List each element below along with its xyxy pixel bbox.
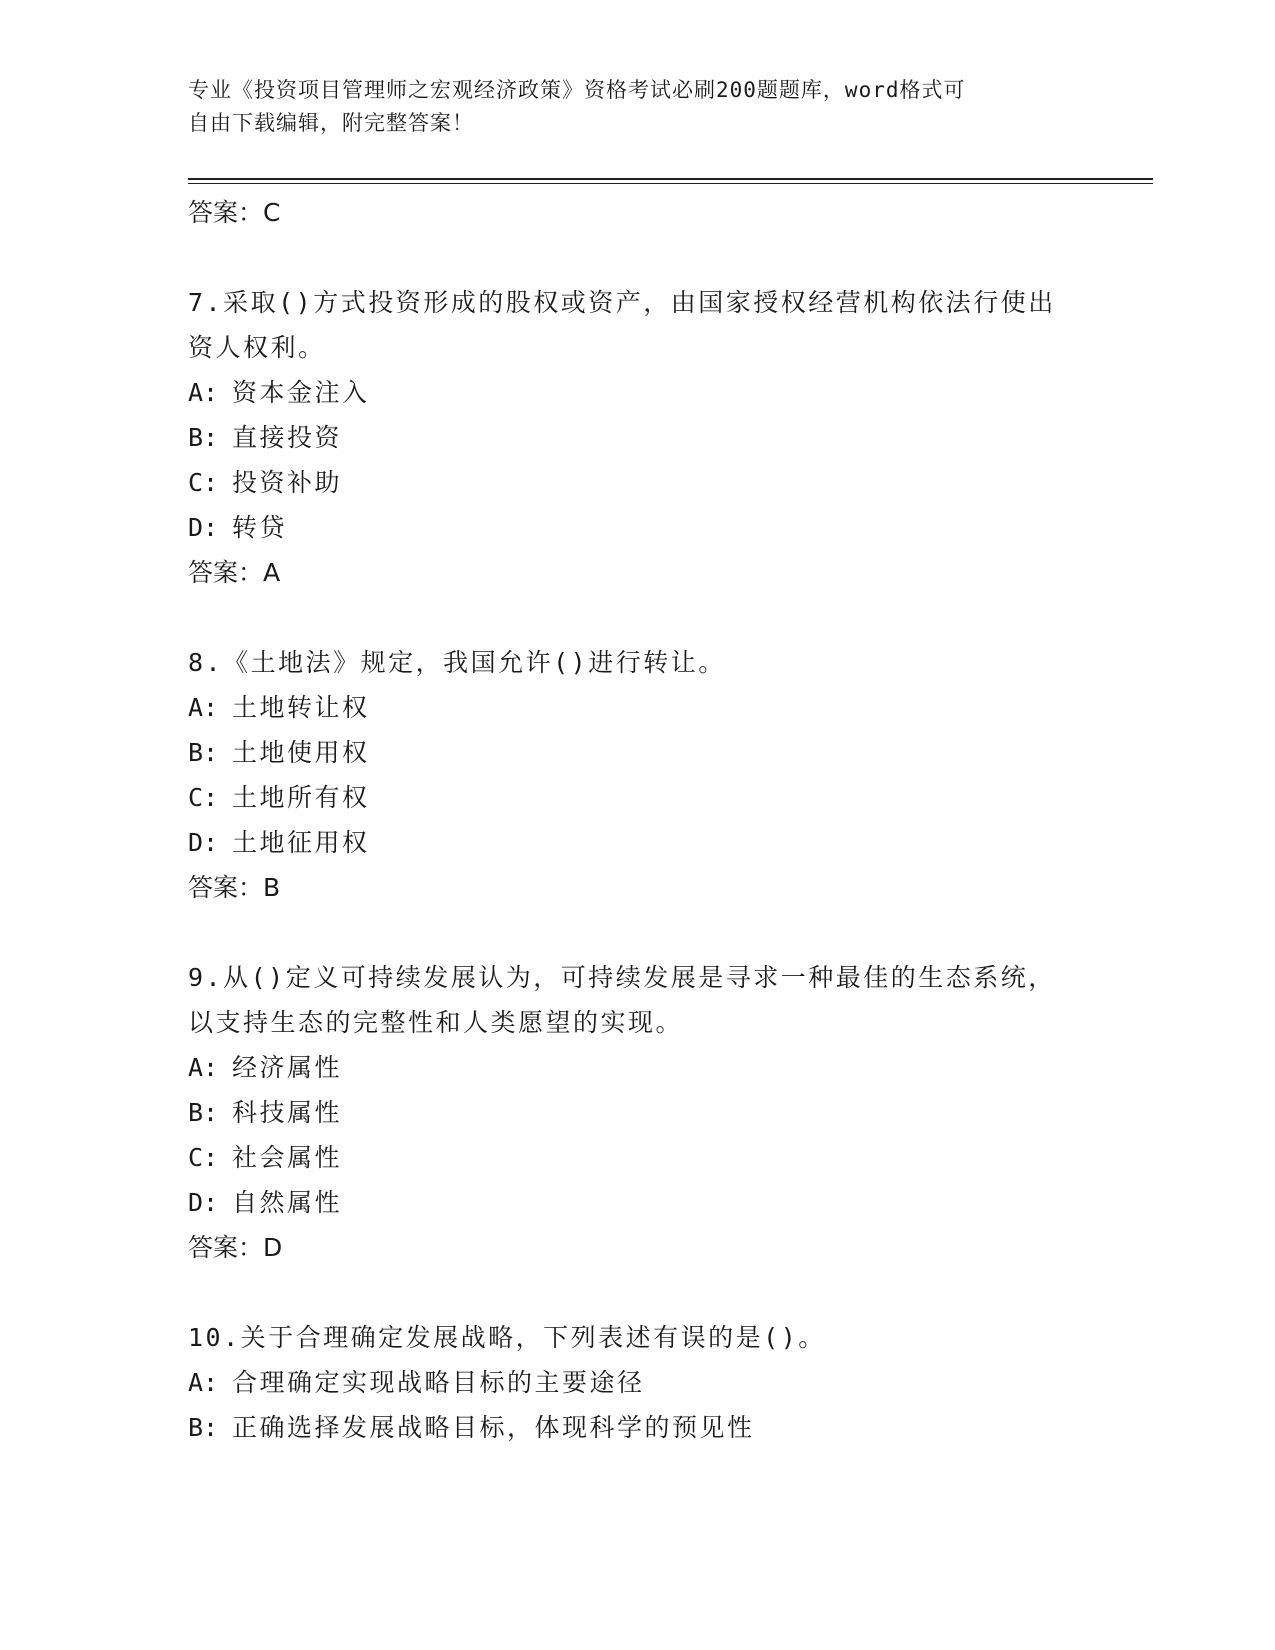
option-letter: B: bbox=[188, 738, 219, 767]
option-letter: D: bbox=[188, 1188, 219, 1217]
option-a bbox=[188, 1360, 1068, 1405]
option-letter: D: bbox=[188, 828, 219, 857]
option-b bbox=[188, 1090, 1068, 1135]
option-letter: B: bbox=[188, 423, 219, 452]
option-text: 社会属性 bbox=[232, 1143, 343, 1172]
option-letter: A: bbox=[188, 1053, 219, 1082]
question-10 bbox=[188, 1315, 1068, 1450]
option-letter: A: bbox=[188, 693, 219, 722]
option-text: 转贷 bbox=[232, 513, 288, 542]
header-title-line-2: 自由下载编辑，附完整答案！ bbox=[188, 111, 474, 135]
spacer bbox=[188, 911, 1068, 955]
option-text: 合理确定实现战略目标的主要途径 bbox=[232, 1368, 645, 1397]
option-text: 土地征用权 bbox=[232, 828, 370, 857]
option-b bbox=[188, 730, 1068, 775]
question-stem: 9.从()定义可持续发展认为，可持续发展是寻求一种最佳的生态系统，以支持生态的完整性和人类愿望的实现。 bbox=[188, 963, 1056, 1037]
option-c bbox=[188, 460, 1068, 505]
previous-answer: 答案：C bbox=[188, 198, 281, 227]
option-a bbox=[188, 685, 1068, 730]
question-stem: 7.采取()方式投资形成的股权或资产，由国家授权经营机构依法行使出资人权利。 bbox=[188, 288, 1056, 362]
option-text: 直接投资 bbox=[232, 423, 343, 452]
question-9 bbox=[188, 955, 1068, 1271]
option-text: 自然属性 bbox=[232, 1188, 343, 1217]
option-a bbox=[188, 1045, 1068, 1090]
question-answer: 答案：D bbox=[188, 1233, 283, 1262]
header-divider-thick bbox=[188, 178, 1153, 180]
spacer bbox=[188, 1271, 1068, 1315]
option-letter: C: bbox=[188, 783, 219, 812]
option-d bbox=[188, 820, 1068, 865]
option-letter: B: bbox=[188, 1098, 219, 1127]
option-text: 投资补助 bbox=[232, 468, 343, 497]
option-letter: A: bbox=[188, 1368, 219, 1397]
option-b bbox=[188, 415, 1068, 460]
option-letter: C: bbox=[188, 468, 219, 497]
option-text: 土地使用权 bbox=[232, 738, 370, 767]
spacer bbox=[188, 596, 1068, 640]
option-text: 经济属性 bbox=[232, 1053, 343, 1082]
option-text: 科技属性 bbox=[232, 1098, 343, 1127]
option-b bbox=[188, 1405, 1068, 1450]
spacer bbox=[188, 236, 1068, 280]
document-header bbox=[188, 74, 1068, 140]
option-text: 资本金注入 bbox=[232, 378, 370, 407]
option-letter: A: bbox=[188, 378, 219, 407]
question-stem: 8.《土地法》规定，我国允许()进行转让。 bbox=[188, 648, 726, 677]
option-letter: C: bbox=[188, 1143, 219, 1172]
option-a bbox=[188, 370, 1068, 415]
header-divider-thin bbox=[188, 183, 1153, 184]
question-7 bbox=[188, 280, 1068, 596]
header-title-line-1: 专业《投资项目管理师之宏观经济政策》资格考试必刷200题题库，word格式可 bbox=[188, 78, 966, 102]
option-text: 土地转让权 bbox=[232, 693, 370, 722]
question-8 bbox=[188, 640, 1068, 911]
option-text: 正确选择发展战略目标，体现科学的预见性 bbox=[232, 1413, 755, 1442]
option-text: 土地所有权 bbox=[232, 783, 370, 812]
option-c bbox=[188, 1135, 1068, 1180]
question-list bbox=[188, 190, 1068, 1450]
option-d bbox=[188, 505, 1068, 550]
question-stem: 10.关于合理确定发展战略，下列表述有误的是()。 bbox=[188, 1323, 826, 1352]
option-c bbox=[188, 775, 1068, 820]
question-answer: 答案：A bbox=[188, 558, 281, 587]
option-letter: B: bbox=[188, 1413, 219, 1442]
question-answer: 答案：B bbox=[188, 873, 281, 902]
option-letter: D: bbox=[188, 513, 219, 542]
option-d bbox=[188, 1180, 1068, 1225]
